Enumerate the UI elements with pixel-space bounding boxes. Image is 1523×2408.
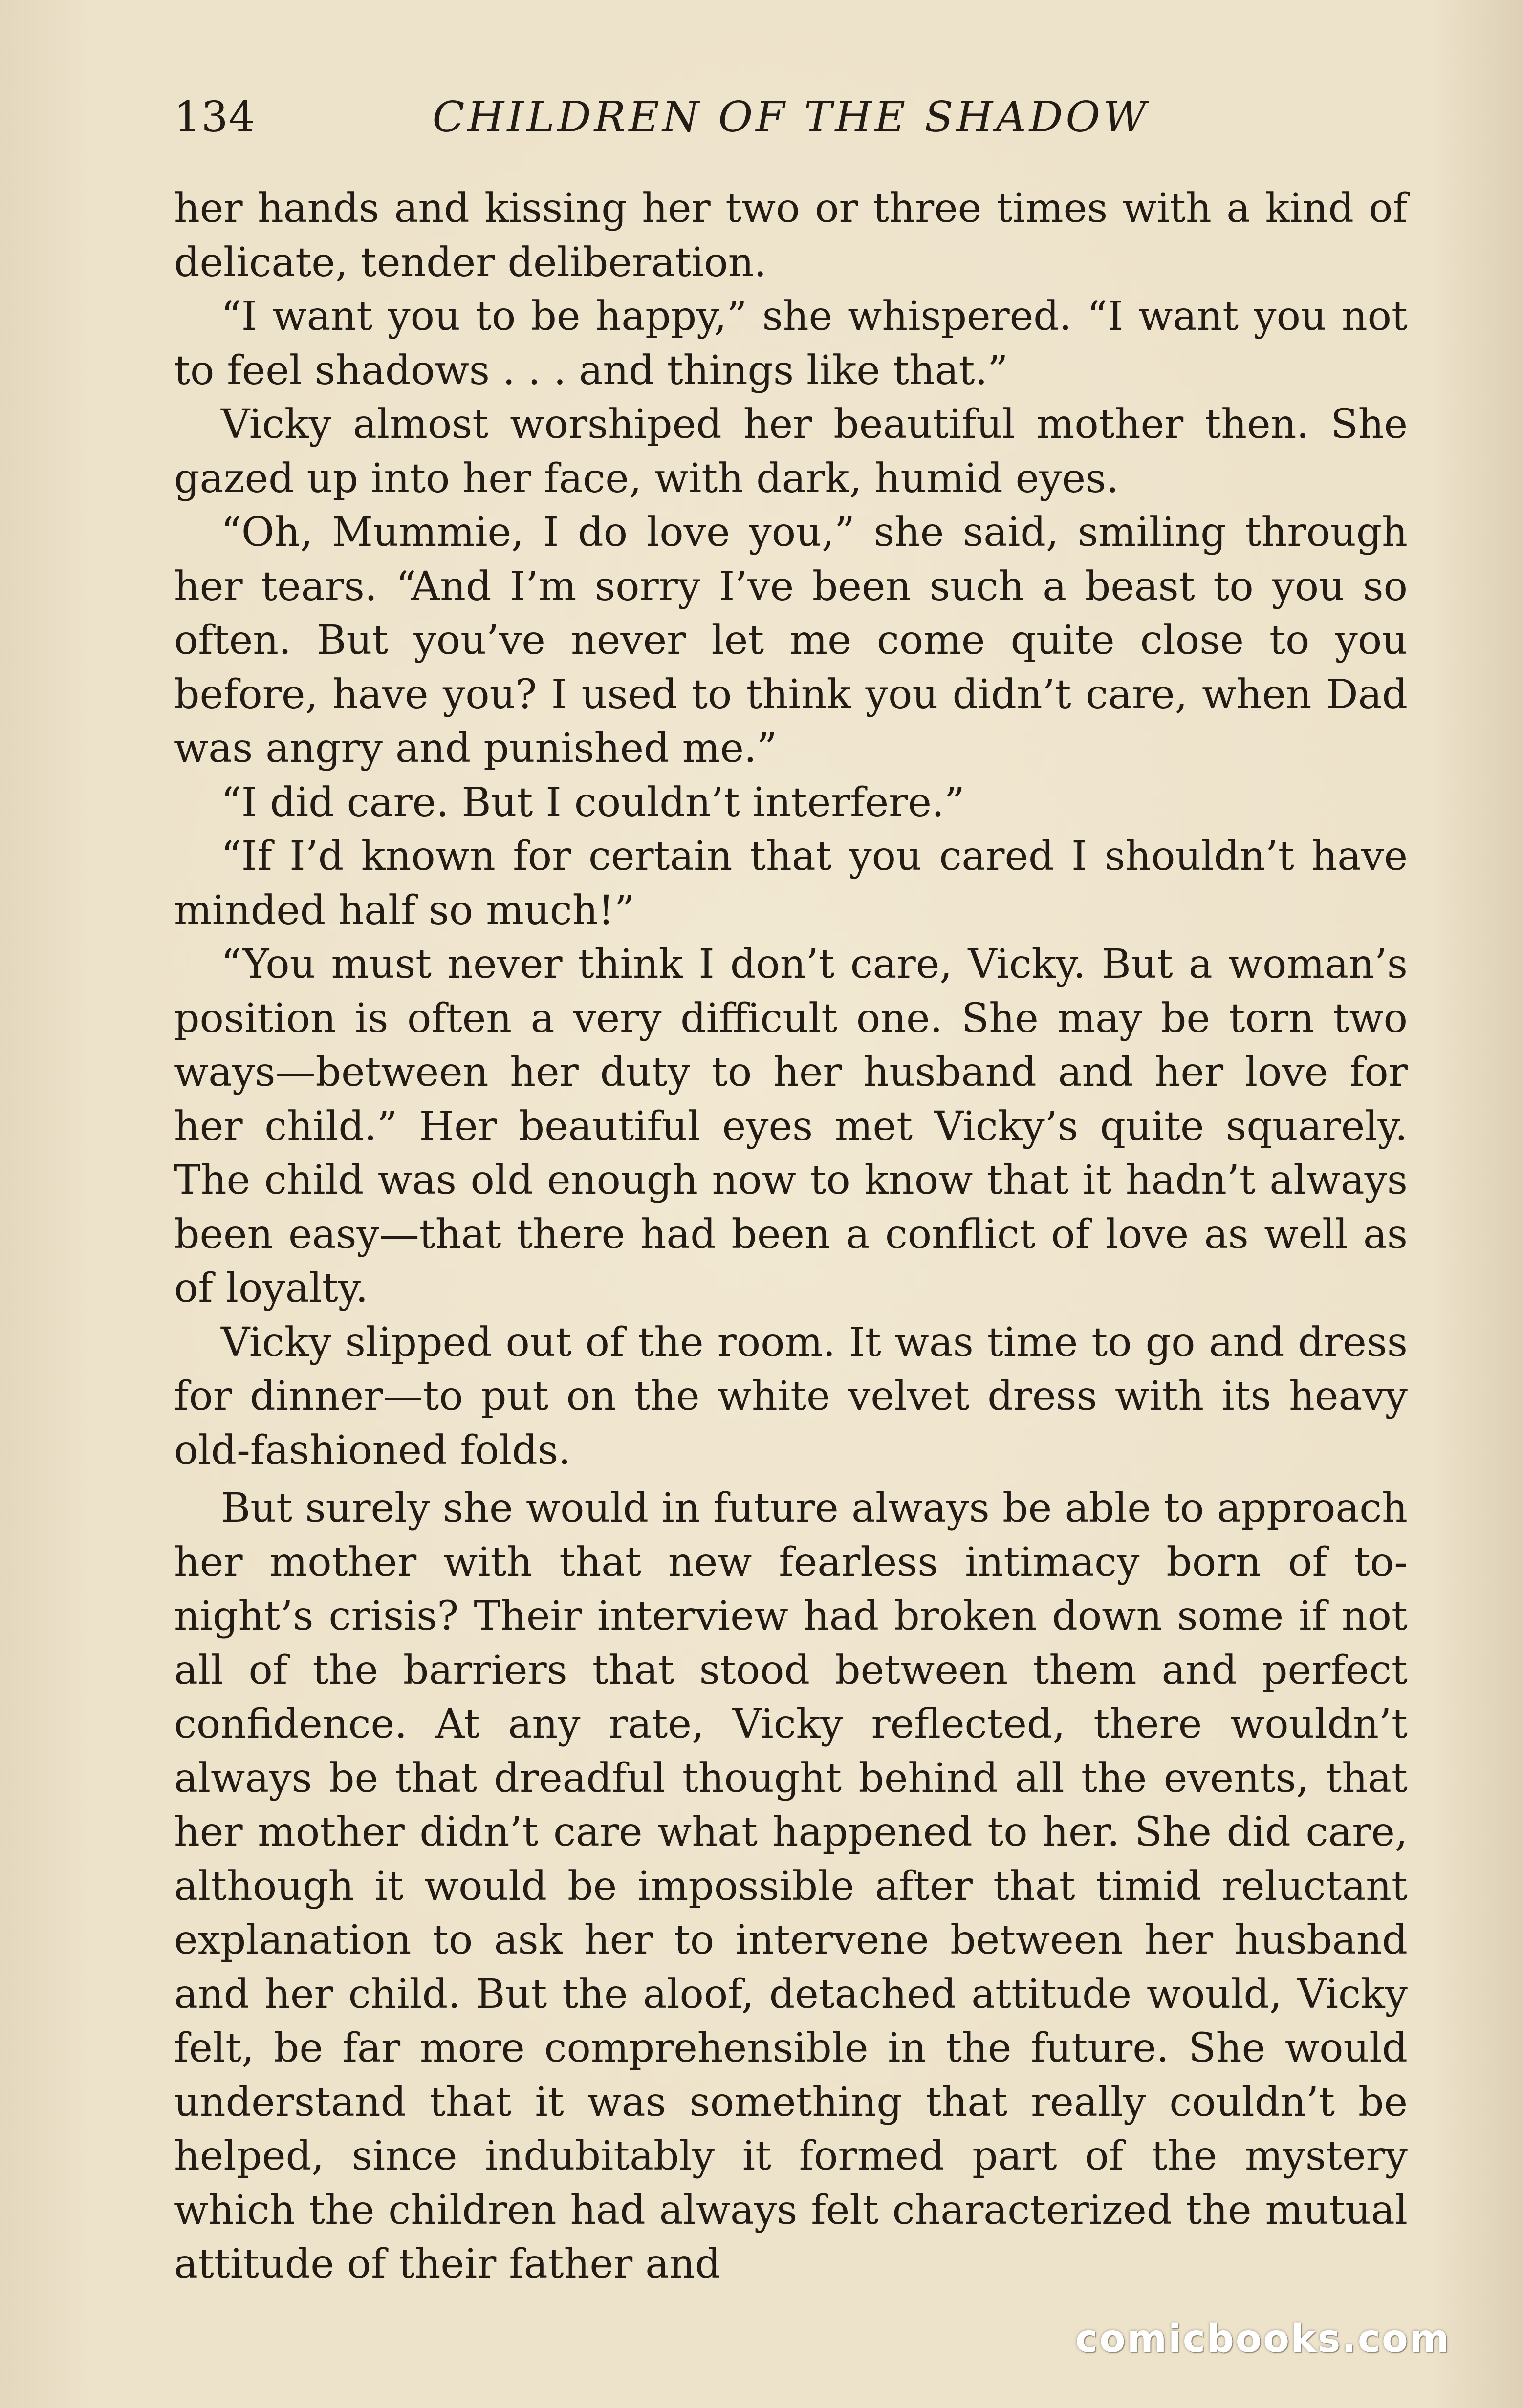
running-head	[174, 93, 1408, 161]
running-title: CHILDREN OF THE SHADOW	[432, 93, 1150, 142]
paragraph: Vicky almost worshiped her beautiful mother then. She gazed up into her face, with dark, humid eyes.	[174, 401, 1408, 502]
paragraph-continued: her hands and kissing her two or three times with a kind of delicate, tender deliberation.	[174, 185, 1408, 286]
paragraph: “You must never think I don’t care, Vicky. But a woman’s position is often a very difficult one. She may be torn two ways—between her duty to her husband and her love for her child.” Her beautiful eyes met Vicky’s quite squarely. The child was old enough now to know that it hadn’t always been easy—that there had been a conflict of love as well as of loyalty.	[174, 941, 1408, 1312]
paragraph: “I want you to be happy,” she whispered. “I want you not to feel shadows . . . and things like that.”	[174, 293, 1408, 394]
paragraph: Vicky slipped out of the room. It was time to go and dress for dinner—to put on the white velvet dress with its heavy old-fashioned folds.	[174, 1319, 1408, 1474]
paragraph: “If I’d known for certain that you cared I shouldn’t have minded half so much!”	[174, 833, 1408, 934]
paragraph: But surely she would in future always be able to approach her mother with that new fearless intimacy born of to-night’s crisis? Their interview had broken down some if not all of the barriers that stood between them and perfect confidence. At any rate, Vicky reflected, there wouldn’t always be that dreadful thought behind all the events, that her mother didn’t care what happened to her. She did care, although it would be impossible after that timid reluctant explanation to ask her to intervene between her husband and her child. But the aloof, detached attitude would, Vicky felt, be far more comprehensible in the future. She would understand that it was something that really couldn’t be helped, since indubitably it formed part of the mystery which the children had always felt characterized the mutual attitude of their father and	[174, 1485, 1408, 2287]
body-text	[174, 182, 1408, 2292]
paragraph: “I did care. But I couldn’t interfere.”	[221, 779, 965, 826]
page-number: 134	[174, 93, 256, 142]
book-page	[174, 93, 1408, 2287]
paragraph: “Oh, Mummie, I do love you,” she said, smiling through her tears. “And I’m sorry I’ve been such a beast to you so often. But you’ve never let me come quite close to you before, have you? I used to think you didn’t care, when Dad was angry and punished me.”	[174, 509, 1408, 772]
watermark: comicbooks.com	[1075, 2317, 1451, 2361]
